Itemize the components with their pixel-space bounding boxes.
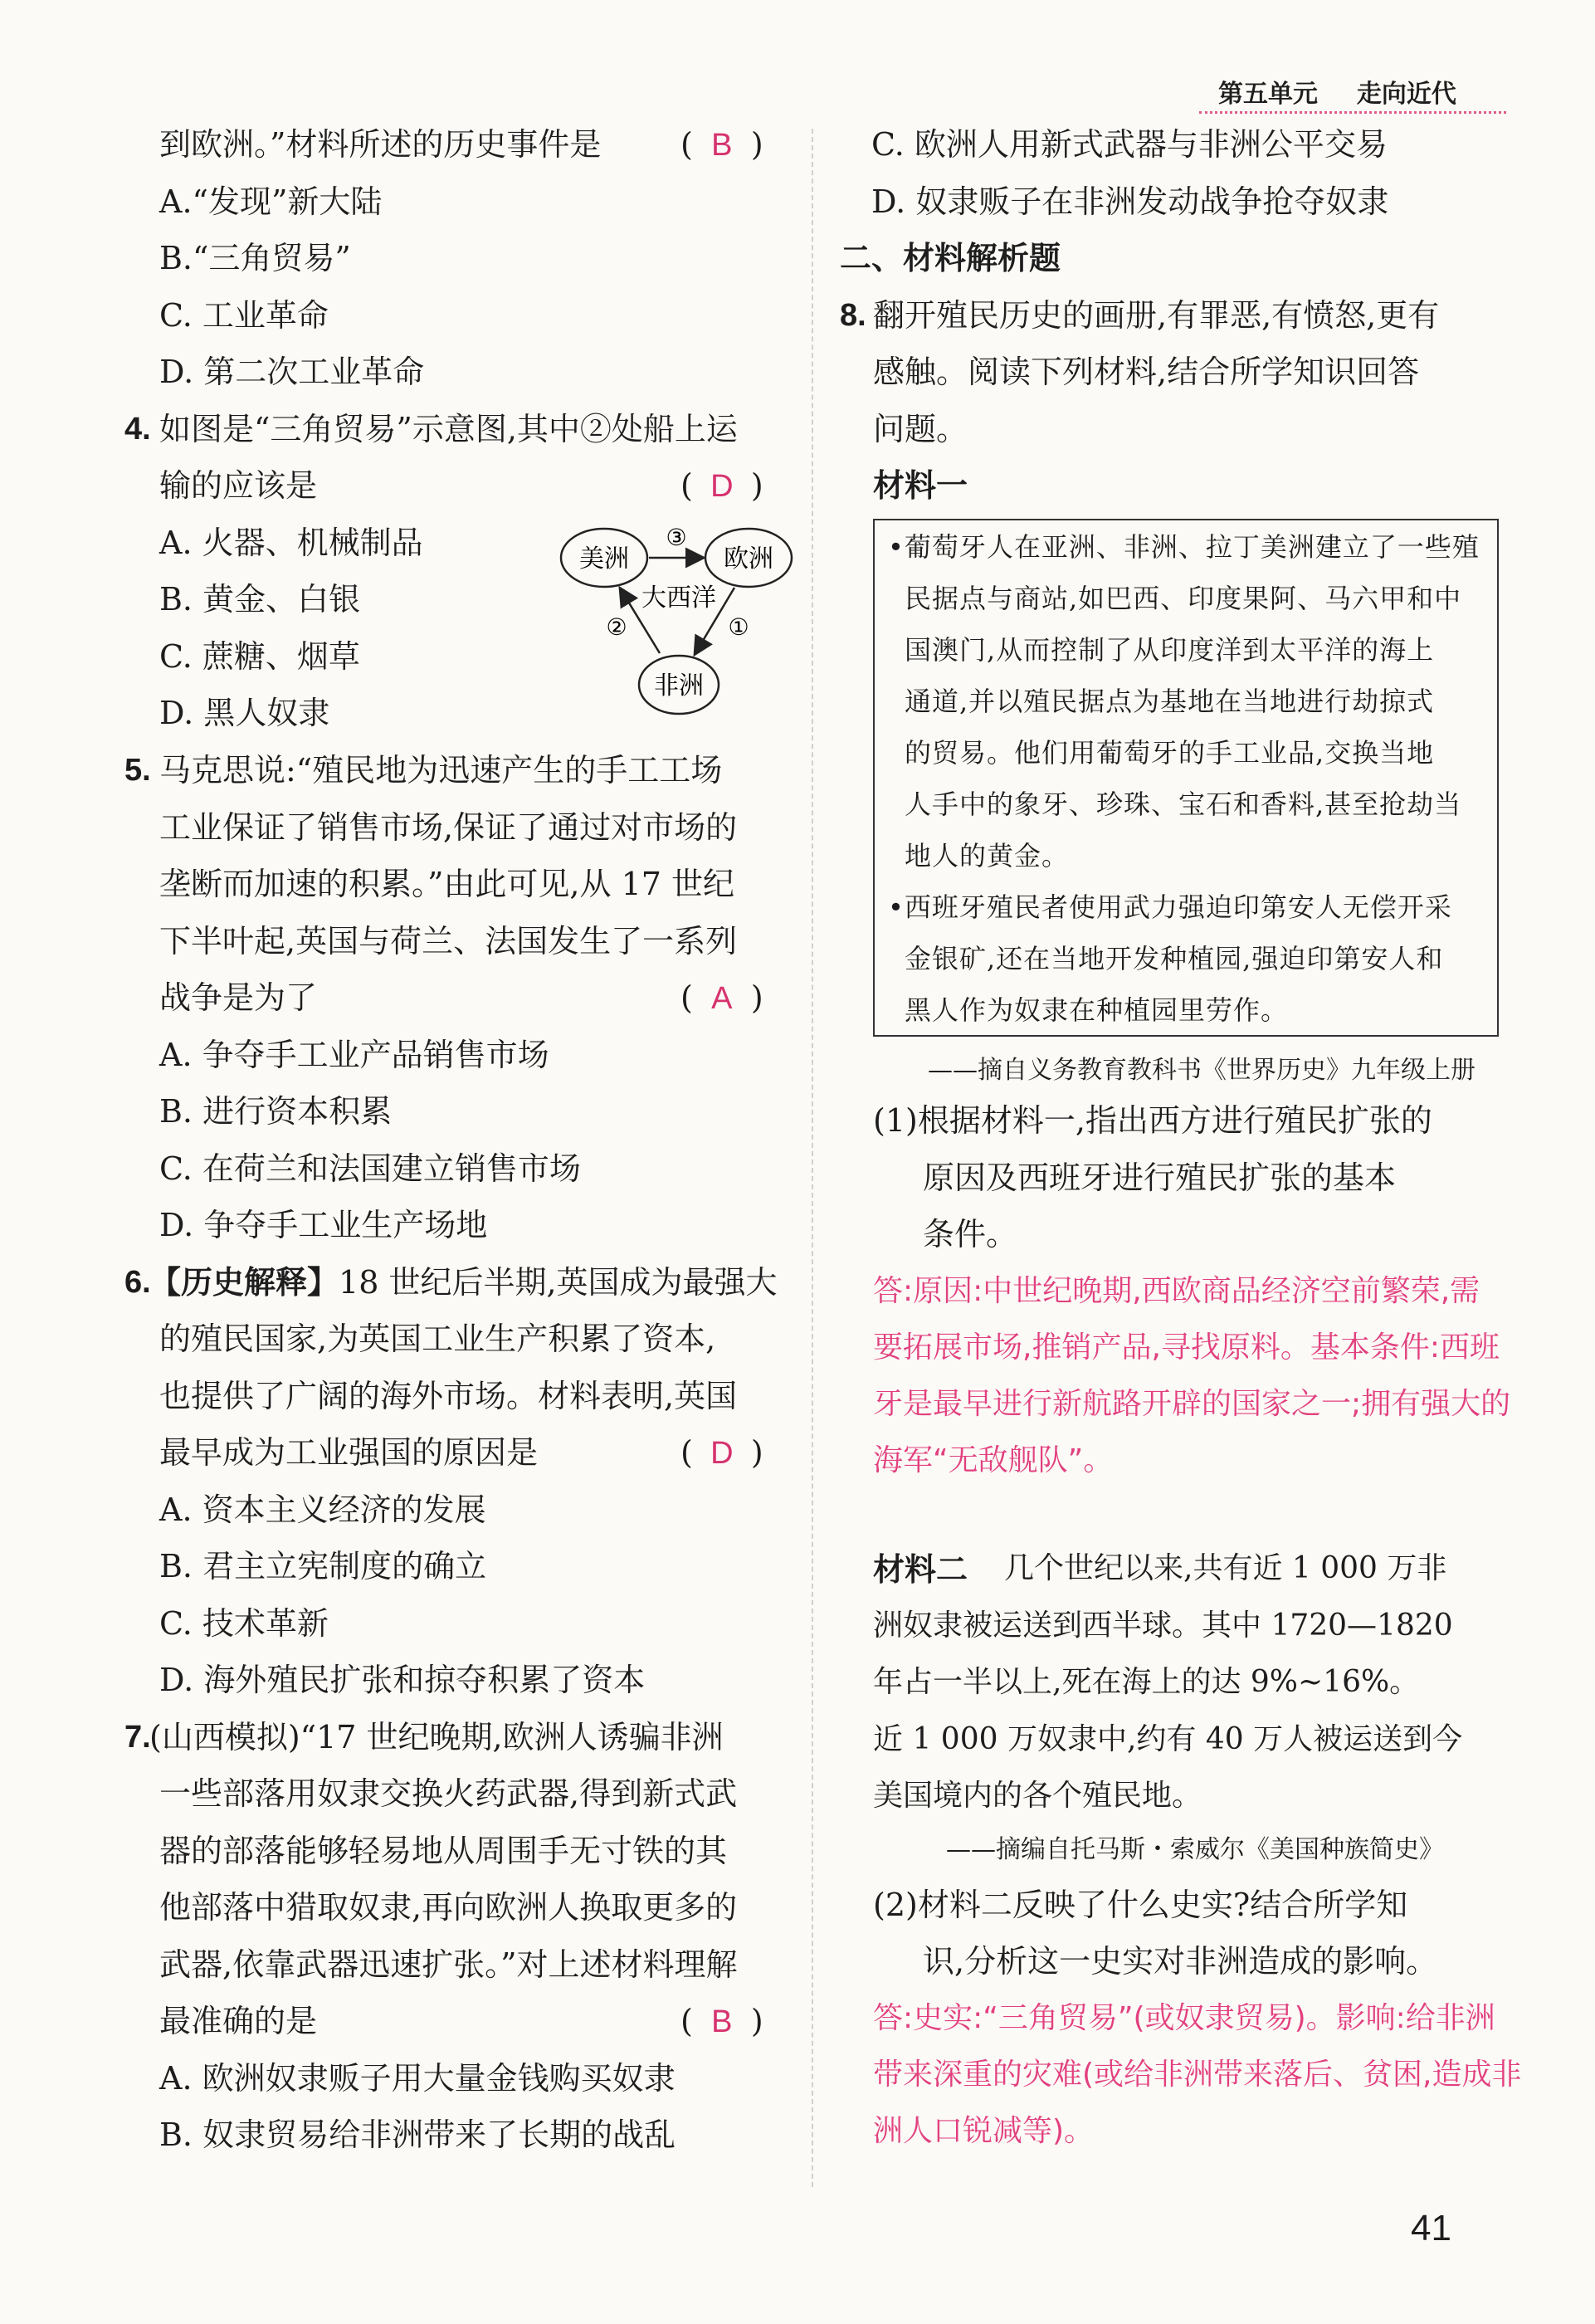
- q4-stem-1: 如图是“三角贸易”示意图,其中②处船上运: [159, 411, 738, 447]
- q6-option-a: A. 资本主义经济的发展: [159, 1492, 486, 1528]
- material-1-line: 的贸易。他们用葡萄牙的手工业品,交换当地: [905, 737, 1435, 769]
- answer-8-1-line-1: 答:原因:中世纪晚期,西欧商品经济空前繁荣,需: [873, 1274, 1480, 1308]
- section-heading: 二、材料解析题: [840, 240, 1061, 276]
- america-label: 美洲: [579, 544, 629, 574]
- q6-answer-paren: ( D ): [680, 1434, 763, 1471]
- africa-label: 非洲: [654, 671, 704, 701]
- material-1-line: 金银矿,还在当地开发种植园,强迫印第安人和: [905, 943, 1444, 974]
- q7-stem-6: 最准确的是: [159, 2003, 318, 2039]
- q5-option-d: D. 争夺手工业生产场地: [159, 1207, 488, 1243]
- q7-answer-paren: ( B ): [680, 2003, 763, 2039]
- answer-8-2-line-2: 带来深重的灾难(或给非洲带来落后、贫困,造成非: [873, 2058, 1522, 2092]
- marker-1: ①: [728, 613, 749, 641]
- answer-8-1-line-2: 要拓展市场,推销产品,寻找原料。基本条件:西班: [873, 1330, 1500, 1365]
- material-2-line: 年占一半以上,死在海上的达 9%~16%。: [873, 1665, 1420, 1699]
- answer-8-1-line-3: 牙是最早进行新航路开辟的国家之一;拥有强大的: [873, 1387, 1511, 1421]
- q7-stem-4: 他部落中猎取奴隶,再向欧洲人换取更多的: [159, 1889, 738, 1926]
- q8-2-line-1: (2)材料二反映了什么史实?结合所学知: [873, 1887, 1408, 1923]
- material-2-label: 材料二: [873, 1551, 968, 1588]
- material-1-line: 通道,并以殖民据点为基地在当地进行劫掠式: [905, 686, 1435, 717]
- q5-answer: A: [711, 981, 733, 1016]
- triangle-trade-diagram: [548, 510, 805, 726]
- material-2-line: 近 1 000 万奴隶中,约有 40 万人被运送到今: [873, 1722, 1463, 1756]
- material-1-source: ——摘自义务教育教科书《世界历史》九年级上册: [928, 1056, 1475, 1085]
- q4-option-d: D. 黑人奴隶: [159, 695, 330, 731]
- page-header: [1218, 73, 1456, 110]
- q7-answer: B: [711, 2004, 733, 2039]
- q6-option-d: D. 海外殖民扩张和掠夺积累了资本: [159, 1662, 646, 1698]
- q6-answer: D: [710, 1436, 734, 1471]
- unit-label: 第五单元: [1218, 80, 1318, 109]
- q4-option-c: C. 蔗糖、烟草: [159, 638, 360, 675]
- q5-option-c: C. 在荷兰和法国建立销售市场: [159, 1150, 581, 1187]
- q5-option-a: A. 争夺手工业产品销售市场: [159, 1037, 549, 1073]
- material-2-line: 洲奴隶被运送到西半球。其中 1720—1820: [873, 1609, 1453, 1643]
- q6-option-b: B. 君主立宪制度的确立: [159, 1548, 487, 1584]
- material-1-label: 材料一: [873, 467, 968, 504]
- ocean-label: 大西洋: [641, 583, 716, 613]
- q6-stem-3: 也提供了广阔的海外市场。材料表明,英国: [159, 1378, 738, 1414]
- page-number: 41: [1411, 2208, 1451, 2248]
- material-1-line: •西班牙殖民者使用武力强迫印第安人无偿开采: [888, 891, 1452, 923]
- material-2-line: 美国境内的各个殖民地。: [873, 1779, 1202, 1813]
- q6-option-c: C. 技术革新: [159, 1605, 329, 1642]
- answer-8-1-line-4: 海军“无敌舰队”。: [873, 1443, 1114, 1477]
- q6-tag: 【历史解释】: [149, 1264, 339, 1301]
- q7-option-a: A. 欧洲奴隶贩子用大量金钱购买奴隶: [159, 2060, 676, 2097]
- q5-stem-5: 战争是为了: [159, 979, 318, 1016]
- material-2-source: ——摘编自托马斯・索威尔《美国种族简史》: [946, 1835, 1444, 1864]
- unit-title: 走向近代: [1356, 80, 1456, 109]
- q7-number: 7.: [124, 1720, 151, 1755]
- marker-3: ③: [666, 524, 687, 551]
- q3-option-b: B.“三角贸易”: [159, 240, 351, 276]
- answer-8-2-line-1: 答:史实:“三角贸易”(或奴隶贸易)。影响:给非洲: [873, 2001, 1495, 2035]
- q5-stem-1: 马克思说:“殖民地为迅速产生的手工工场: [159, 752, 723, 788]
- q7-option-b: B. 奴隶贸易给非洲带来了长期的战乱: [159, 2116, 676, 2153]
- q8-1-line-2: 原因及西班牙进行殖民扩张的基本: [923, 1160, 1397, 1196]
- material-1-line: 国澳门,从而控制了从印度洋到太平洋的海上: [905, 634, 1435, 666]
- q5-stem-2: 工业保证了销售市场,保证了通过对市场的: [159, 809, 738, 846]
- q8-stem-2: 感触。阅读下列材料,结合所学知识回答: [873, 354, 1420, 390]
- q8-2-line-2: 识,分析这一史实对非洲造成的影响。: [923, 1943, 1438, 1980]
- q6-stem-1: [149, 1264, 778, 1301]
- q8-1-line-1: (1)根据材料一,指出西方进行殖民扩张的: [873, 1102, 1432, 1139]
- q3-option-c: C. 工业革命: [159, 297, 329, 334]
- q4-option-a: A. 火器、机械制品: [159, 525, 423, 561]
- q6-stem-4: 最早成为工业强国的原因是: [159, 1434, 539, 1471]
- q5-answer-paren: ( A ): [680, 979, 763, 1016]
- q4-answer-paren: ( D ): [680, 467, 763, 504]
- q5-option-b: B. 进行资本积累: [159, 1093, 393, 1130]
- material-2-line: 几个世纪以来,共有近 1 000 万非: [1004, 1551, 1447, 1585]
- q7-stem-2: 一些部落用奴隶交换火药武器,得到新式武: [159, 1775, 738, 1812]
- q8-number: 8.: [840, 298, 866, 333]
- europe-label: 欧洲: [724, 544, 773, 574]
- q7-option-c: C. 欧洲人用新式武器与非洲公平交易: [871, 126, 1388, 163]
- marker-2: ②: [606, 613, 627, 641]
- q4-answer: D: [710, 469, 734, 504]
- q8-1-line-3: 条件。: [923, 1216, 1018, 1252]
- q5-stem-4: 下半叶起,英国与荷兰、法国发生了一系列: [159, 923, 738, 959]
- q6-number: 6.: [124, 1265, 151, 1300]
- q3-answer-paren: ( B ): [680, 126, 763, 163]
- q7-option-d: D. 奴隶贩子在非洲发动战争抢夺奴隶: [871, 183, 1389, 220]
- q5-stem-3: 垄断而加速的积累。”由此可见,从 17 世纪: [159, 866, 735, 902]
- q8-stem-3: 问题。: [873, 411, 968, 447]
- answer-8-2-line-3: 洲人口锐减等)。: [873, 2114, 1095, 2148]
- q3-tail: 到欧洲。”材料所述的历史事件是: [159, 126, 602, 163]
- material-1-line: 黑人作为奴隶在种植园里劳作。: [905, 994, 1289, 1026]
- material-1-line: 人手中的象牙、珍珠、宝石和香料,甚至抢劫当: [905, 788, 1462, 820]
- q5-number: 5.: [124, 753, 151, 788]
- q7-stem-3: 器的部落能够轻易地从周围手无寸铁的其: [159, 1833, 728, 1869]
- q3-option-d: D. 第二次工业革命: [159, 354, 425, 390]
- q3-answer: B: [711, 128, 733, 163]
- q3-option-a: A.“发现”新大陆: [159, 183, 383, 220]
- q7-stem-5: 武器,依靠武器迅速扩张。”对上述材料理解: [159, 1946, 738, 1983]
- material-1-line: 地人的黄金。: [905, 840, 1070, 872]
- q6-stem-1-text: 18 世纪后半期,英国成为最强大: [339, 1264, 778, 1301]
- column-divider: [812, 129, 813, 2187]
- q7-stem-1: (山西模拟)“17 世纪晚期,欧洲人诱骗非洲: [149, 1719, 724, 1755]
- material-1-line: 民据点与商站,如巴西、印度果阿、马六甲和中: [905, 583, 1462, 614]
- material-1-line: •葡萄牙人在亚洲、非洲、拉丁美洲建立了一些殖: [888, 531, 1480, 563]
- q4-stem-2: 输的应该是: [159, 467, 318, 504]
- q4-option-b: B. 黄金、白银: [159, 581, 361, 618]
- q8-stem-1: 翻开殖民历史的画册,有罪恶,有愤怒,更有: [873, 297, 1440, 334]
- q4-number: 4.: [124, 412, 151, 447]
- q6-stem-2: 的殖民国家,为英国工业生产积累了资本,: [159, 1321, 716, 1357]
- header-rule: [1199, 111, 1506, 114]
